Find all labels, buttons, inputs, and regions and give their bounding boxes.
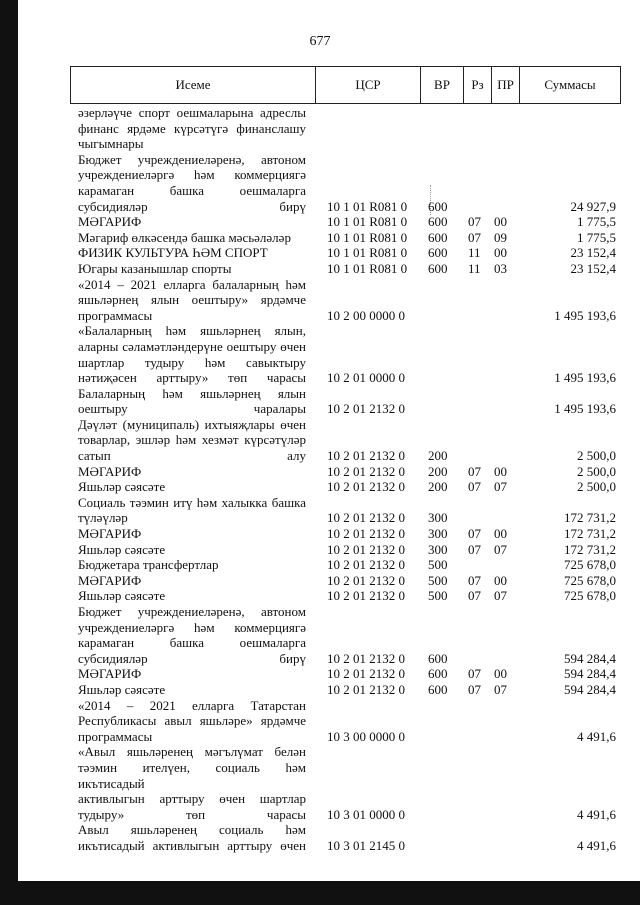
row-rz: 07: [468, 526, 481, 542]
row-name-line: программасы: [78, 728, 153, 744]
row-sum: 2 500,0: [577, 479, 616, 495]
row-name: [78, 573, 306, 589]
row-name: [78, 277, 306, 324]
row-name-line: Яшьләр сәясәте: [78, 541, 166, 557]
row-vr: 600: [428, 260, 448, 276]
row-vr: 300: [428, 526, 448, 542]
row-name-line: яшьләрнең ялын оештыру» ярдәмче: [78, 292, 306, 308]
table-header: [70, 66, 621, 104]
row-csr: 10 2 00 0000 0: [327, 307, 405, 323]
table-row: [78, 323, 618, 385]
row-name-line: Балаларның һәм яшьләрнең ялын: [78, 385, 306, 401]
row-rz: 07: [468, 572, 481, 588]
row-csr: 10 2 01 2132 0: [327, 650, 405, 666]
row-csr: 10 1 01 R081 0: [327, 260, 408, 276]
row-name: [78, 261, 306, 277]
row-name-line: Бюджет учреждениеләренә, автоном: [78, 604, 306, 619]
row-name-line: Бюджетара трансфертлар: [78, 557, 219, 573]
row-name-line: «2014 – 2021 елларга Татарстан: [78, 697, 306, 713]
row-name: [78, 230, 306, 246]
page-number: 677: [309, 34, 331, 49]
table-row: [78, 573, 618, 589]
row-vr: 300: [428, 510, 448, 526]
row-name: [78, 744, 306, 822]
row-rz: 07: [468, 541, 481, 557]
row-sum: 1 495 193,6: [554, 307, 616, 323]
row-sum: 725 678,0: [564, 588, 616, 604]
row-name-line: карамаган башка оешмаларга: [78, 635, 306, 651]
table-row: [78, 277, 618, 324]
table-row: [78, 386, 618, 417]
row-csr: 10 3 01 0000 0: [327, 806, 405, 822]
row-name: [78, 214, 306, 230]
row-name: [78, 682, 306, 698]
row-name: [78, 323, 306, 385]
table-row: [78, 230, 618, 246]
row-csr: 10 3 01 2145 0: [327, 837, 405, 853]
row-name: [78, 152, 306, 214]
row-vr: 600: [428, 245, 448, 261]
header-pr: ПР: [492, 67, 520, 103]
row-name-line: тәэмин ителүен, социаль һәм икътисадый: [78, 759, 306, 791]
row-name-line: МӘГАРИФ: [78, 666, 142, 682]
row-rz: 11: [468, 245, 481, 261]
table-row: [78, 245, 618, 261]
row-name-line: МӘГАРИФ: [78, 572, 142, 588]
row-name-line: шартлар тудыру һәм савыктыру: [78, 354, 306, 370]
row-pr: 00: [494, 463, 507, 479]
row-csr: 10 2 01 2132 0: [327, 510, 405, 526]
row-sum: 24 927,9: [570, 198, 616, 214]
row-name-line: субсидияләр бирү: [78, 198, 306, 214]
row-sum: 725 678,0: [564, 572, 616, 588]
row-csr: 10 2 01 2132 0: [327, 479, 405, 495]
row-vr: 300: [428, 541, 448, 557]
row-name-line: субсидияләр бирү: [78, 650, 306, 666]
scan-edge-left: [0, 0, 18, 905]
row-name: [78, 417, 306, 464]
row-name-line: МӘГАРИФ: [78, 214, 142, 230]
row-name: [78, 526, 306, 542]
row-rz: 11: [468, 260, 481, 276]
header-rz: Рз: [464, 67, 492, 103]
row-name-line: әзерләүче спорт оешмаларына адреслы: [78, 105, 306, 120]
row-pr: 00: [494, 572, 507, 588]
table-row: [78, 744, 618, 822]
row-pr: 00: [494, 245, 507, 261]
row-sum: 23 152,4: [570, 245, 616, 261]
row-pr: 07: [494, 479, 507, 495]
header-csr: ЦСР: [316, 67, 421, 103]
row-name-line: чыгымнары: [78, 136, 144, 152]
row-rz: 07: [468, 588, 481, 604]
row-csr: 10 2 01 2132 0: [327, 401, 405, 417]
row-csr: 10 2 01 2132 0: [327, 448, 405, 464]
row-pr: 00: [494, 666, 507, 682]
header-name: Исеме: [71, 67, 316, 103]
row-rz: 07: [468, 681, 481, 697]
row-pr: 07: [494, 681, 507, 697]
table-row: [78, 557, 618, 573]
row-sum: 725 678,0: [564, 557, 616, 573]
row-name: [78, 604, 306, 666]
row-name-line: товарлар, эшләр һәм хезмәт күрсәтүләр: [78, 432, 306, 448]
table-row: [78, 682, 618, 698]
row-name-line: активлыгын арттыру өчен шартлар: [78, 791, 306, 807]
table-row: [78, 822, 618, 853]
row-sum: 1 495 193,6: [554, 370, 616, 386]
row-name: [78, 822, 306, 853]
table-row: [78, 666, 618, 682]
row-vr: 600: [428, 229, 448, 245]
row-sum: 594 284,4: [564, 650, 616, 666]
row-rz: 07: [468, 666, 481, 682]
row-csr: 10 3 00 0000 0: [327, 728, 405, 744]
row-sum: 2 500,0: [577, 448, 616, 464]
row-vr: 200: [428, 479, 448, 495]
row-csr: 10 2 01 2132 0: [327, 572, 405, 588]
row-sum: 1 775,5: [577, 229, 616, 245]
row-name-line: карамаган башка оешмаларга: [78, 182, 306, 198]
table-row: [78, 542, 618, 558]
row-name-line: нәтиҗәсен арттыру» төп чарасы: [78, 370, 306, 386]
row-csr: 10 2 01 2132 0: [327, 526, 405, 542]
row-rz: 07: [468, 463, 481, 479]
row-name-line: аларны сәламәтләндерүне оештыру өчен: [78, 338, 306, 354]
row-pr: 07: [494, 588, 507, 604]
row-csr: 10 1 01 R081 0: [327, 214, 408, 230]
row-name-line: МӘГАРИФ: [78, 526, 142, 542]
row-csr: 10 2 01 2132 0: [327, 681, 405, 697]
row-name-line: Бюджет учреждениеләренә, автоном: [78, 151, 306, 167]
row-sum: 1 775,5: [577, 214, 616, 230]
row-vr: 500: [428, 557, 448, 573]
row-sum: 4 491,6: [577, 806, 616, 822]
row-vr: 600: [428, 198, 448, 214]
table-row: [78, 152, 618, 214]
row-vr: 600: [428, 666, 448, 682]
row-name: [78, 479, 306, 495]
row-name-line: сатып алу: [78, 448, 306, 464]
row-vr: 200: [428, 463, 448, 479]
table-row: [78, 214, 618, 230]
row-vr: 600: [428, 214, 448, 230]
table-row: [78, 698, 618, 745]
row-csr: 10 2 01 0000 0: [327, 370, 405, 386]
row-name-line: Республикасы авыл яшьләре» ярдәмче: [78, 713, 306, 729]
row-name-line: финанс ярдәме күрсәтүгә финанслашу: [78, 120, 306, 136]
row-csr: 10 2 01 2132 0: [327, 588, 405, 604]
table-row: [78, 464, 618, 480]
row-name: [78, 105, 306, 152]
header-sum: Суммасы: [544, 77, 596, 92]
row-name: [78, 542, 306, 558]
row-vr: 500: [428, 572, 448, 588]
row-name-line: учреждениеләргә һәм коммерциягә: [78, 619, 306, 635]
row-name: [78, 245, 306, 261]
scan-edge-bottom: [0, 881, 640, 905]
row-csr: 10 1 01 R081 0: [327, 198, 408, 214]
row-name: [78, 495, 306, 526]
row-csr: 10 2 01 2132 0: [327, 557, 405, 573]
row-csr: 10 2 01 2132 0: [327, 541, 405, 557]
row-vr: 200: [428, 448, 448, 464]
table-row: [78, 261, 618, 277]
row-name-line: оештыру чаралары: [78, 401, 306, 417]
row-csr: 10 2 01 2132 0: [327, 463, 405, 479]
row-csr: 10 1 01 R081 0: [327, 245, 408, 261]
row-name: [78, 386, 306, 417]
row-sum: 4 491,6: [577, 728, 616, 744]
row-name-line: ФИЗИК КУЛЬТУРА ҺӘМ СПОРТ: [78, 245, 268, 261]
row-name: [78, 666, 306, 682]
row-name-line: Яшьләр сәясәте: [78, 681, 166, 697]
row-name-line: «2014 – 2021 елларга балаларның һәм: [78, 276, 306, 292]
row-name-line: тудыру» төп чарасы: [78, 806, 306, 822]
row-sum: 172 731,2: [564, 541, 616, 557]
row-sum: 2 500,0: [577, 463, 616, 479]
row-name: [78, 588, 306, 604]
table-row: [78, 105, 618, 152]
row-name-line: Авыл яшьләренең социаль һәм: [78, 822, 306, 838]
row-name-line: программасы: [78, 307, 153, 323]
row-sum: 594 284,4: [564, 681, 616, 697]
table-body: [78, 105, 618, 854]
row-name-line: Дәүләт (муниципаль) ихтыяҗлары өчен: [78, 416, 306, 432]
row-pr: 09: [494, 229, 507, 245]
row-name-line: Социаль тәэмин итү һәм халыкка башка: [78, 494, 306, 510]
row-sum: 594 284,4: [564, 666, 616, 682]
row-name-line: «Авыл яшьләренең мәгълүмат белән: [78, 744, 306, 760]
row-rz: 07: [468, 214, 481, 230]
table-row: [78, 479, 618, 495]
row-sum: 4 491,6: [577, 837, 616, 853]
row-name-line: учреждениеләргә һәм коммерциягә: [78, 167, 306, 183]
row-sum: 172 731,2: [564, 510, 616, 526]
row-pr: 00: [494, 526, 507, 542]
row-pr: 07: [494, 541, 507, 557]
row-rz: 07: [468, 229, 481, 245]
row-sum: 23 152,4: [570, 260, 616, 276]
row-name: [78, 698, 306, 745]
row-name-line: түләүләр: [78, 510, 128, 526]
table-row: [78, 495, 618, 526]
row-name-line: «Балаларның һәм яшьләрнең ялын,: [78, 323, 306, 339]
row-vr: 600: [428, 650, 448, 666]
row-name-line: Яшьләр сәясәте: [78, 588, 166, 604]
row-rz: 07: [468, 479, 481, 495]
row-vr: 500: [428, 588, 448, 604]
row-pr: 03: [494, 260, 507, 276]
table-row: [78, 588, 618, 604]
row-name-line: Югары казанышлар спорты: [78, 260, 232, 276]
table-row: [78, 417, 618, 464]
row-name-line: икътисадый активлыгын арттыру өчен: [78, 837, 306, 853]
table-row: [78, 526, 618, 542]
row-name: [78, 557, 306, 573]
row-csr: 10 2 01 2132 0: [327, 666, 405, 682]
header-vr: ВР: [421, 67, 464, 103]
table-row: [78, 604, 618, 666]
row-name-line: Мәгариф өлкәсендә башка мәсьәләләр: [78, 229, 291, 245]
row-sum: 1 495 193,6: [554, 401, 616, 417]
row-vr: 600: [428, 681, 448, 697]
row-pr: 00: [494, 214, 507, 230]
row-name-line: МӘГАРИФ: [78, 463, 142, 479]
row-name-line: Яшьләр сәясәте: [78, 479, 166, 495]
row-name: [78, 464, 306, 480]
row-csr: 10 1 01 R081 0: [327, 229, 408, 245]
row-sum: 172 731,2: [564, 526, 616, 542]
